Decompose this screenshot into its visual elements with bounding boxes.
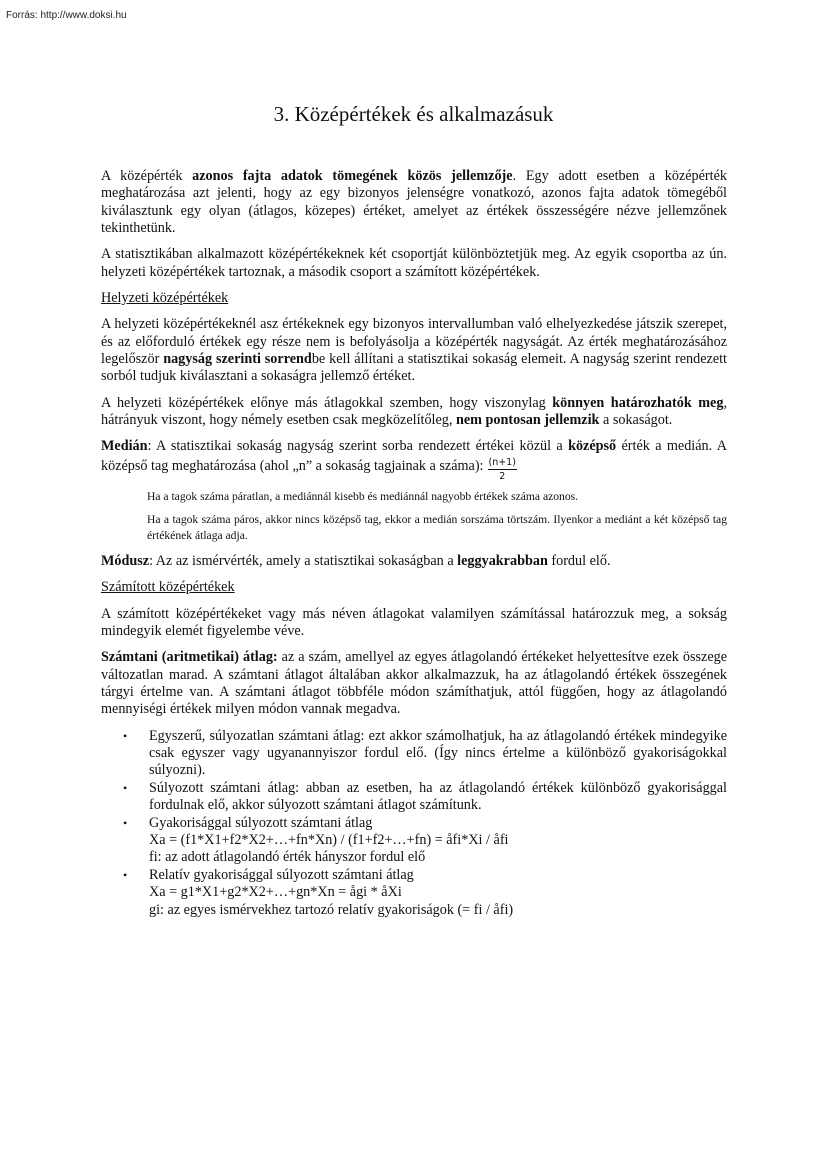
page-title: 3. Középértékek és alkalmazásuk bbox=[273, 102, 554, 126]
document-body bbox=[101, 168, 727, 919]
list-item-title: Gyakorisággal súlyozott számtani átlag bbox=[149, 814, 373, 831]
intro-bold-definition: azonos fajta adatok tömegének közös jellemzője bbox=[192, 168, 513, 184]
modusz-paragraph bbox=[101, 553, 727, 570]
list-item-text: Súlyozott számtani átlag: abban az esetben, ha az átlagolandó értékek különböző gyakorisággal fordulnak elő, akkor súlyozott számtani átlagot számítunk. bbox=[149, 779, 727, 814]
bullet-icon: • bbox=[123, 780, 128, 795]
median-text-a: : A statisztikai sokaság nagyság szerint sorba rendezett értékei közül a bbox=[147, 438, 569, 455]
median-bold: középső bbox=[568, 438, 617, 455]
modusz-bold: leggyakrabban bbox=[457, 553, 548, 570]
median-formula-numerator: (n+1) bbox=[488, 456, 516, 468]
list-item-note: gi: az egyes ismérvekhez tartozó relatív gyakoriságok (= fi / åfi) bbox=[149, 901, 514, 918]
median-note-2: Ha a tagok száma páros, akkor nincs középső tag, ekkor a medián sorszáma törtszám. Ilyenkor a mediánt a két középső tag értékének átlaga adja. bbox=[147, 513, 727, 542]
intro-text-c: . Egy adott esetben a középérték meghatározása azt jelenti, hogy az egy bizonyos jelenségre vonatkozó, azonos fajta adatok tömegéből kiválasztunk egy olyan (átlagos, közepes) értéket, amelyet az értékek összességére nézve jellemzőnek tekinthetünk. bbox=[101, 168, 727, 237]
helyzeti-p2-bold-2: nem pontosan jellemzik bbox=[455, 412, 600, 429]
list-item bbox=[123, 727, 727, 780]
helyzeti-p2-bold-1: könnyen határozhatók meg bbox=[552, 394, 724, 411]
szamitott-heading: Számított középértékek bbox=[101, 579, 235, 596]
helyzeti-paragraph-2 bbox=[101, 395, 727, 430]
modusz-text-a: : Az az ismérvérték, amely a statisztikai sokaságban a bbox=[149, 553, 458, 570]
helyzeti-p2-a: A helyzeti középértékek előnye más átlagokkal szemben, hogy viszonylag bbox=[101, 394, 553, 411]
median-formula bbox=[488, 456, 517, 483]
intro-paragraph-1 bbox=[101, 168, 727, 238]
list-item-formula: Xa = (f1*X1+f2*X2+…+fn*Xn) / (f1+f2+…+fn) = åfi*Xi / åfi bbox=[149, 832, 509, 849]
list-item-formula: Xa = g1*X1+g2*X2+…+gn*Xn = ågi * åXi bbox=[149, 884, 402, 901]
list-item bbox=[123, 866, 727, 919]
szamtani-label: Számtani (aritmetikai) átlag: bbox=[101, 649, 278, 666]
helyzeti-p2-e: a sokaságot. bbox=[599, 412, 673, 429]
bullet-icon: • bbox=[123, 867, 128, 882]
helyzeti-heading: Helyzeti középértékek bbox=[101, 290, 229, 307]
intro-paragraph-2: A statisztikában alkalmazott középértékeknek két csoportját különböztetjük meg. Az egyik csoportba az ún. helyzeti középértékek tartoznak, a második csoport a számított középértékek. bbox=[101, 246, 727, 280]
median-note-1: Ha a tagok száma páratlan, a mediánnál kisebb és mediánnál nagyobb értékek száma azonos. bbox=[147, 489, 579, 503]
list-item-note: fi: az adott átlagolandó érték hányszor fordul elő bbox=[149, 849, 426, 866]
median-text-c: érték a medián. A középső tag meghatározása (ahol „n” a sokaság tagjainak a száma): bbox=[101, 438, 727, 474]
list-item bbox=[123, 779, 727, 815]
source-label: Forrás: http://www.doksi.hu bbox=[6, 10, 127, 21]
median-formula-denominator: 2 bbox=[499, 470, 506, 482]
helyzeti-p1-bold: nagyság szerinti sorrend bbox=[163, 351, 312, 368]
modusz-text-c: fordul elő. bbox=[547, 553, 611, 570]
helyzeti-p1-c: be kell állítani a statisztikai sokaság elemeit. A nagyság szerint rendezett sorból tudjuk kiválasztani a sokaságra jellemző értéket. bbox=[101, 351, 727, 385]
szamtani-text: az a szám, amellyel az egyes átlagolandó értékeket helyettesítve ezek összege változatlan marad. A számtani átlagot általában akkor alkalmazzuk, ha az átlagolandó értékek összegének tárgyi értelme van. A számtani átlagot többféle módon számíthatjuk, attól függően, hogy az átlagolandó mennyiségi értékek milyen módon vannak megadva. bbox=[101, 649, 728, 718]
szamitott-paragraph-1: A számított középértékeket vagy más néven átlagokat valamilyen számítással határozzuk meg, a sokság mindegyik elemét figyelembe véve. bbox=[101, 605, 727, 639]
list-item-title: Relatív gyakorisággal súlyozott számtani átlag bbox=[149, 866, 414, 883]
helyzeti-p1-a: A helyzeti középértékeknél asz értékeknek egy bizonyos intervallumban való elhelyezkedése játszik szerepet, és az előforduló értékek egy része nem is befolyásolja a középérték nagyságát. Az érték meghatározásához legelőször bbox=[101, 316, 727, 368]
intro-text-a: A középérték bbox=[101, 168, 193, 184]
median-label: Medián bbox=[101, 438, 148, 455]
helyzeti-paragraph-1 bbox=[101, 316, 727, 386]
average-types-list bbox=[101, 728, 727, 919]
list-item-text: Egyszerű, súlyozatlan számtani átlag: ezt akkor számolhatjuk, ha az átlagolandó értékek mindegyike csak egyszer vagy ugyanannyiszor fordul elő. (Így nincs értelme a különböző gyakoriságokkal súlyozni). bbox=[149, 727, 727, 779]
bullet-icon: • bbox=[123, 815, 128, 830]
list-item bbox=[123, 814, 727, 867]
modusz-label: Módusz bbox=[101, 553, 150, 570]
szamtani-paragraph bbox=[101, 649, 727, 719]
median-paragraph bbox=[101, 438, 727, 482]
helyzeti-p2-c: , hátrányuk viszont, hogy némely esetben csak megközelítőleg, bbox=[101, 394, 727, 429]
bullet-icon: • bbox=[123, 728, 128, 743]
